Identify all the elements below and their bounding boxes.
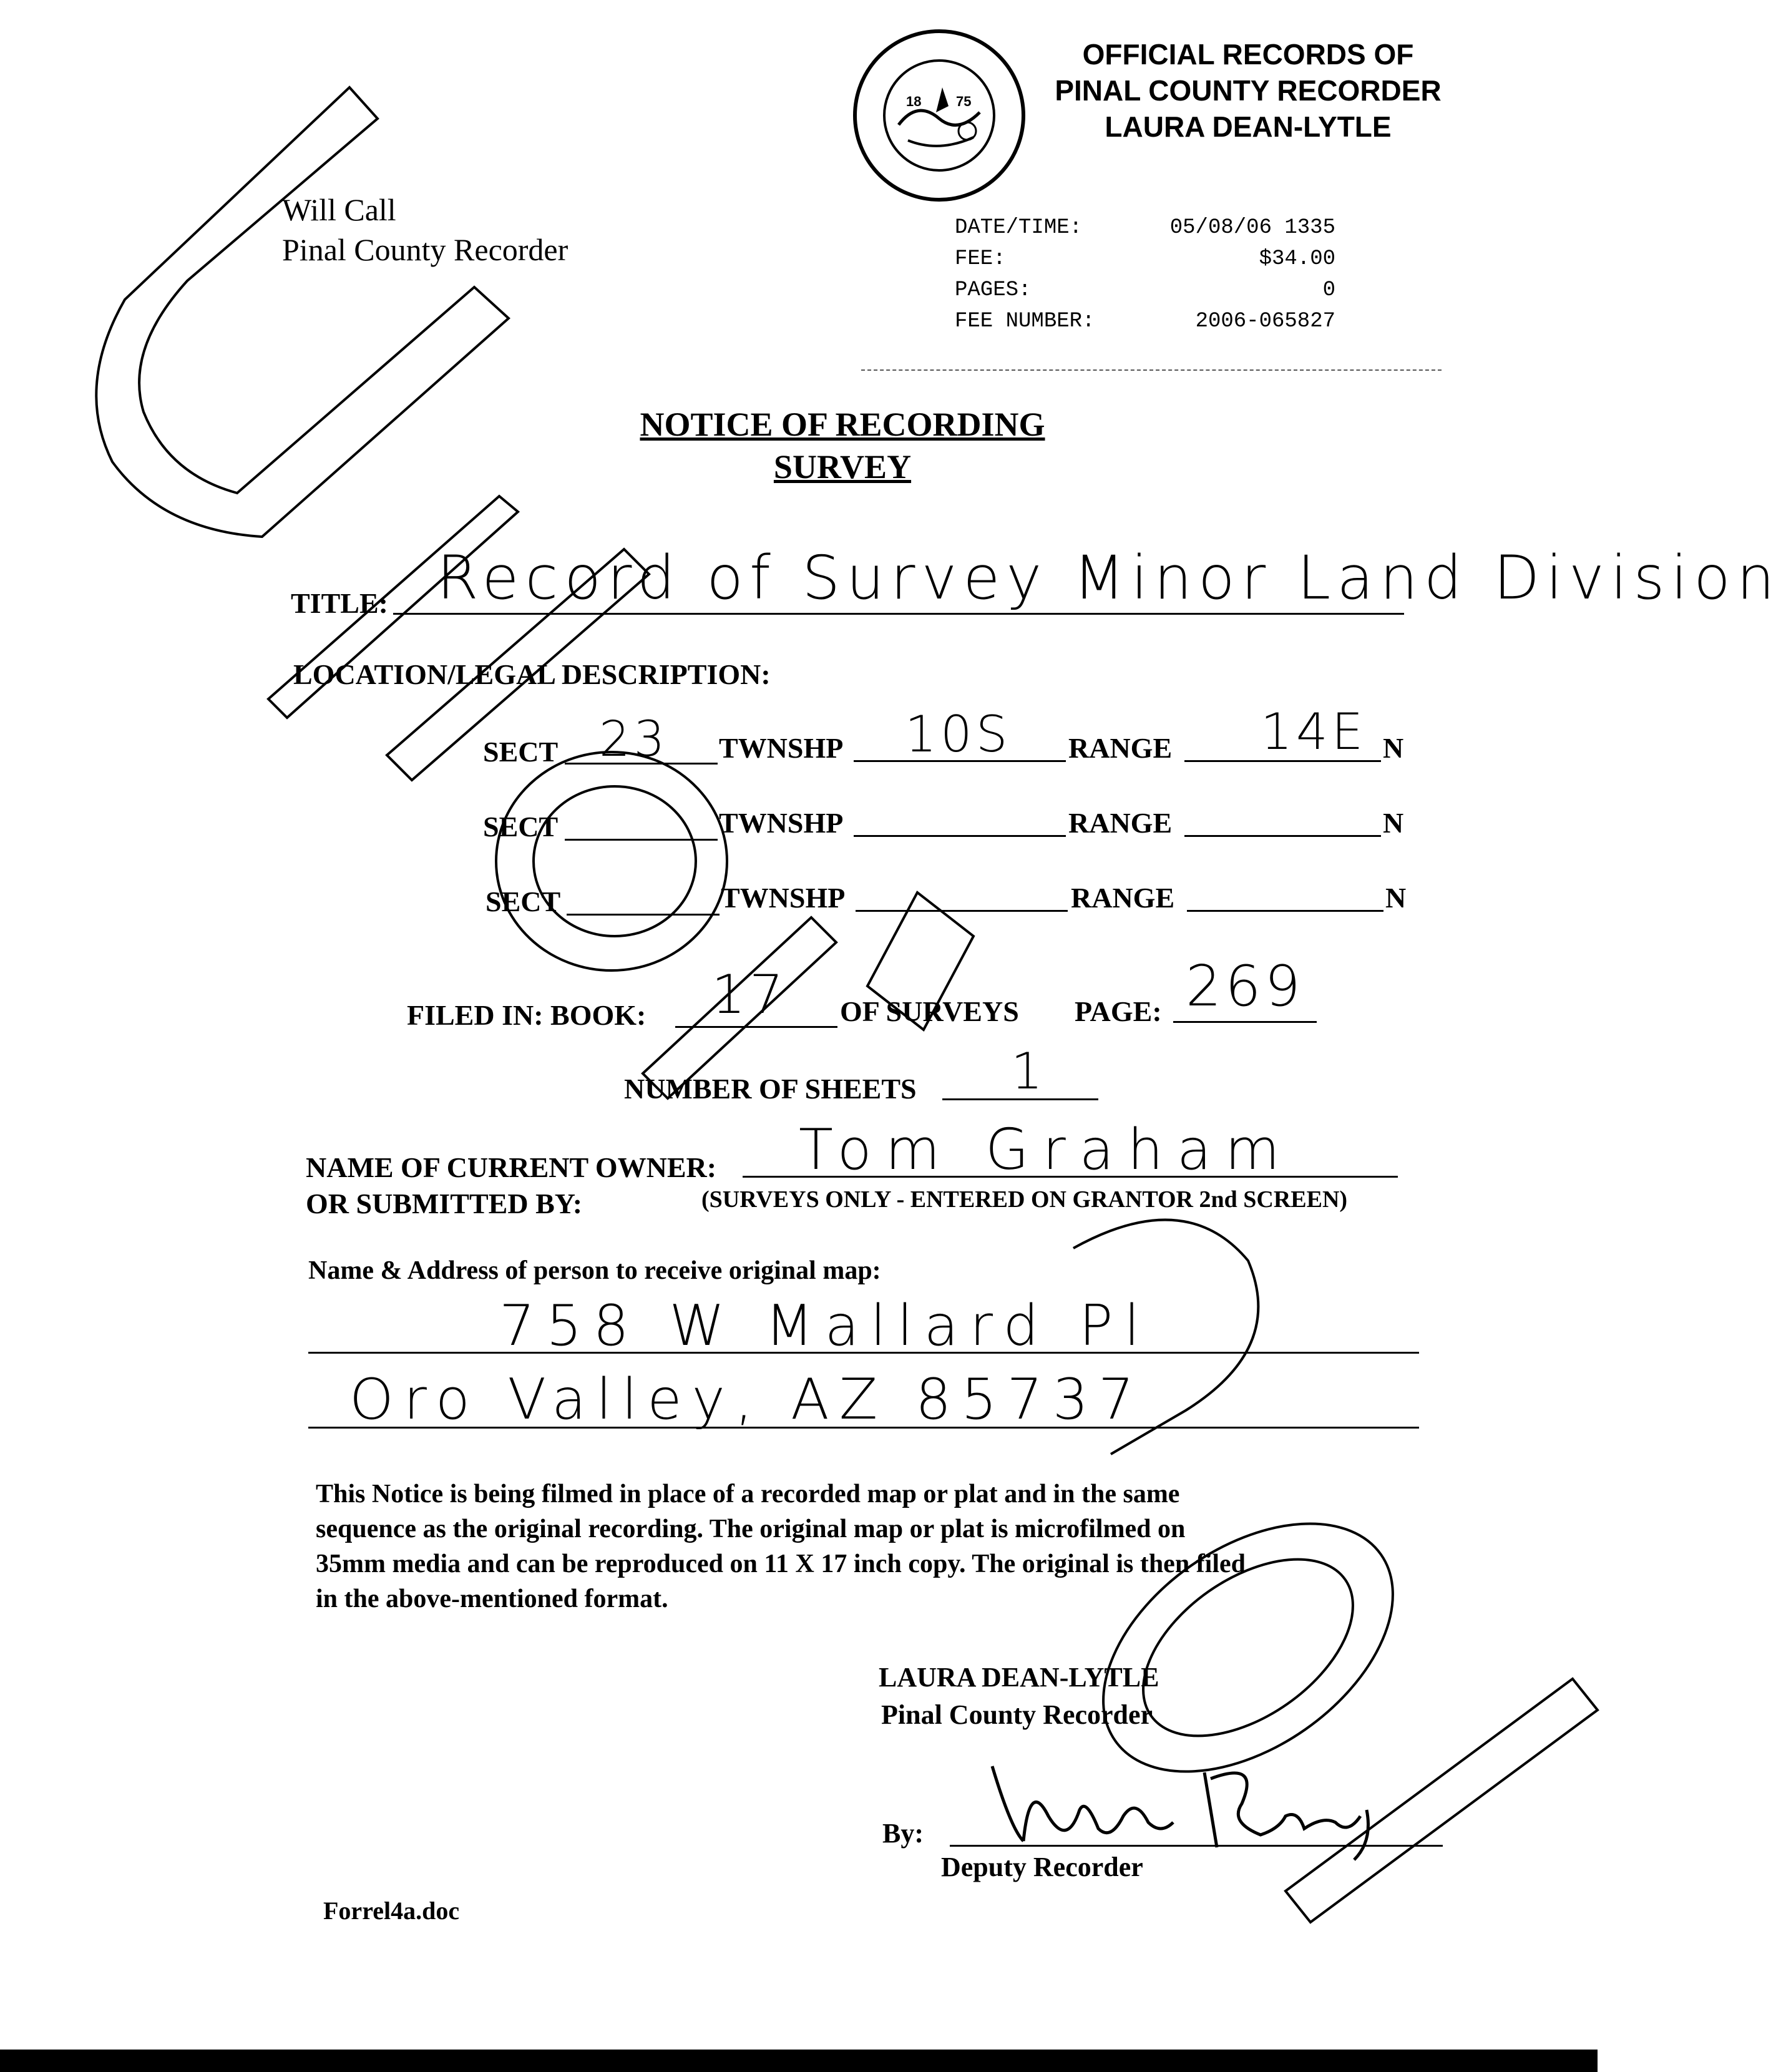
range-value-1: 14E xyxy=(1261,703,1367,761)
page-label: PAGE: xyxy=(1075,995,1162,1027)
notice-line-1: This Notice is being filmed in place of a recorded map or plat and in the same xyxy=(316,1480,1180,1508)
book-value: 17 xyxy=(711,964,788,1026)
owner-value: Tom Graham xyxy=(799,1117,1294,1183)
title-field-value: Record of Survey Minor Land Division xyxy=(437,543,1781,613)
notice-line-2: sequence as the original recording. The original map or plat is microfilmed on xyxy=(316,1515,1186,1543)
will-call-block xyxy=(282,190,568,270)
of-surveys-label: OF SURVEYS xyxy=(840,995,1019,1027)
sect-value-1: 23 xyxy=(599,711,669,768)
range-label-3: RANGE xyxy=(1071,882,1175,914)
scan-edge-bar xyxy=(0,2050,1598,2072)
office-line-3: LAURA DEAN-LYTLE xyxy=(1105,110,1392,143)
location-label: LOCATION/LEGAL DESCRIPTION: xyxy=(293,658,771,690)
office-line-1: OFFICIAL RECORDS OF xyxy=(1082,38,1414,71)
sect-line-3 xyxy=(567,914,720,916)
seal-year-left: 18 xyxy=(906,94,922,109)
twnshp-line-2 xyxy=(854,835,1066,837)
n-label-3: N xyxy=(1385,882,1407,914)
seal-graphic xyxy=(849,25,1030,206)
page-value: 269 xyxy=(1186,954,1304,1019)
county-seal xyxy=(849,25,1030,206)
info-divider xyxy=(861,369,1442,371)
sect-label-3: SECT xyxy=(486,886,561,917)
twnshp-label-2: TWNSHP xyxy=(719,807,844,839)
title-line-1: NOTICE OF RECORDING xyxy=(640,406,1045,443)
sheets-label: NUMBER OF SHEETS xyxy=(624,1073,917,1105)
twnshp-label-3: TWNSHP xyxy=(721,882,846,914)
fee-value: $34.00 xyxy=(1259,247,1335,271)
datetime-label: DATE/TIME: xyxy=(955,216,1083,240)
filed-in-label: FILED IN: BOOK: xyxy=(407,999,647,1031)
sect-line-2 xyxy=(565,839,718,841)
twnshp-label-1: TWNSHP xyxy=(719,732,844,764)
document-title xyxy=(562,403,1123,488)
book-line xyxy=(675,1026,837,1028)
signer-name: LAURA DEAN-LYTLE xyxy=(879,1662,1159,1693)
will-call-line-2: Pinal County Recorder xyxy=(282,232,568,267)
office-line-2: PINAL COUNTY RECORDER xyxy=(1055,74,1442,107)
office-header xyxy=(1036,36,1460,145)
twnshp-value-1: 10S xyxy=(905,705,1012,763)
address-value-2: Oro Valley, AZ 85737 xyxy=(349,1367,1144,1432)
n-label-2: N xyxy=(1383,807,1404,839)
title-field-line xyxy=(393,613,1404,615)
owner-label: NAME OF CURRENT OWNER: xyxy=(306,1151,717,1183)
fee-number-value: 2006-065827 xyxy=(1195,310,1335,333)
datetime-value: 05/08/06 1335 xyxy=(1169,216,1335,240)
notice-line-3: 35mm media and can be reproduced on 11 X 17 inch copy. The original is then filed xyxy=(316,1550,1246,1578)
deputy-role: Deputy Recorder xyxy=(941,1852,1143,1882)
signer-office: Pinal County Recorder xyxy=(881,1699,1153,1730)
fee-label: FEE: xyxy=(955,247,1006,271)
title-field-label: TITLE: xyxy=(291,587,388,619)
pages-label: PAGES: xyxy=(955,278,1032,302)
range-label-2: RANGE xyxy=(1068,807,1173,839)
submitted-by-label: OR SUBMITTED BY: xyxy=(306,1188,583,1219)
by-label: By: xyxy=(882,1818,924,1849)
sect-label-2: SECT xyxy=(483,811,559,843)
sheets-value: 1 xyxy=(1011,1042,1047,1100)
fee-number-label: FEE NUMBER: xyxy=(955,310,1095,333)
range-line-2 xyxy=(1184,835,1381,837)
pages-value: 0 xyxy=(1322,278,1335,302)
notice-paragraph xyxy=(316,1477,1445,1616)
sect-label-1: SECT xyxy=(483,736,559,768)
handwritten-signature xyxy=(973,1741,1423,1866)
address-value-1: 758 W Mallard Pl xyxy=(499,1293,1151,1359)
seal-year-right: 75 xyxy=(956,94,972,109)
twnshp-line-3 xyxy=(856,910,1068,912)
notice-line-4: in the above-mentioned format. xyxy=(316,1585,668,1613)
n-label-1: N xyxy=(1383,732,1404,764)
footer-filename: Forrel4a.doc xyxy=(323,1897,460,1925)
range-line-3 xyxy=(1187,910,1383,912)
range-label-1: RANGE xyxy=(1068,732,1173,764)
recording-info xyxy=(955,212,1335,337)
title-line-2: SURVEY xyxy=(773,448,912,486)
will-call-line-1: Will Call xyxy=(282,192,396,227)
page-line xyxy=(1173,1021,1317,1023)
surveys-note: (SURVEYS ONLY - ENTERED ON GRANTOR 2nd SCREEN) xyxy=(701,1186,1348,1213)
address-label: Name & Address of person to receive original map: xyxy=(308,1256,881,1285)
